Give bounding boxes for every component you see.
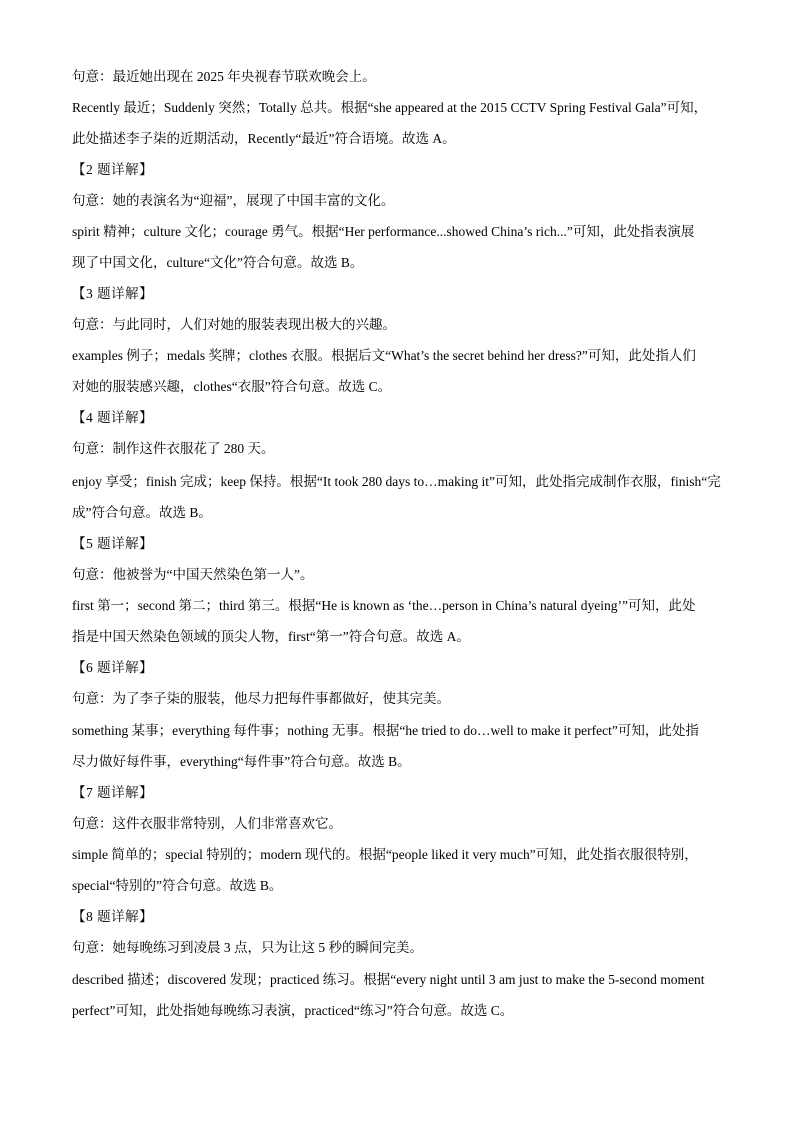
text-line: 句意：制作这件衣服花了 280 天。 [72, 441, 275, 456]
text-line: 对她的服装感兴趣，clothes“衣服”符合句意。故选 C。 [72, 379, 392, 394]
text-line: Recently 最近；Suddenly 突然；Totally 总共。根据“she appeared at the 2015 CCTV Spring Festival Gala”可知， [72, 100, 708, 115]
section-heading: 【5 题详解】 [72, 536, 154, 551]
text-line: spirit 精神；culture 文化；courage 勇气。根据“Her performance...showed China’s rich...”可知，此处指表演展 [72, 224, 695, 239]
text-line: 句意：最近她出现在 2025 年央视春节联欢晚会上。 [72, 69, 376, 84]
text-line: 句意：他被誉为“中国天然染色第一人”。 [72, 567, 314, 582]
text-line: 句意：为了李子柒的服装，他尽力把每件事都做好，使其完美。 [72, 691, 450, 706]
text-line: examples 例子；medals 奖牌；clothes 衣服。根据后文“What’s the secret behind her dress?”可知，此处指人们 [72, 348, 696, 363]
text-line: enjoy 享受；finish 完成；keep 保持。根据“It took 280 days to…making it”可知，此处指完成制作衣服，finish“完 [72, 474, 721, 489]
text-line: 尽力做好每件事，everything“每件事”符合句意。故选 B。 [72, 754, 411, 769]
text-line: 成”符合句意。故选 B。 [72, 505, 212, 520]
text-line: described 描述；discovered 发现；practiced 练习。根据“every night until 3 am just to make the 5-second moment [72, 972, 705, 987]
text-line: 句意：她每晚练习到凌晨 3 点，只为让这 5 秒的瞬间完美。 [72, 940, 423, 955]
text-line: 句意：她的表演名为“迎福”，展现了中国丰富的文化。 [72, 193, 395, 208]
text-line: 句意：与此同时，人们对她的服装表现出极大的兴趣。 [72, 317, 396, 332]
section-heading: 【7 题详解】 [72, 785, 154, 800]
text-line: perfect”可知，此处指她每晚练习表演，practiced“练习”符合句意。故选 C。 [72, 1003, 514, 1018]
section-heading: 【4 题详解】 [72, 410, 154, 425]
section-heading: 【6 题详解】 [72, 660, 154, 675]
section-heading: 【8 题详解】 [72, 909, 154, 924]
section-heading: 【2 题详解】 [72, 162, 154, 177]
text-line: 此处描述李子柒的近期活动，Recently“最近”符合语境。故选 A。 [72, 131, 456, 146]
text-line: 句意：这件衣服非常特别，人们非常喜欢它。 [72, 816, 342, 831]
text-line: special“特别的”符合句意。故选 B。 [72, 878, 283, 893]
text-line: something 某事；everything 每件事；nothing 无事。根据“he tried to do…well to make it perfect”可知，此处指 [72, 723, 699, 738]
text-line: 现了中国文化，culture“文化”符合句意。故选 B。 [72, 255, 364, 270]
section-heading: 【3 题详解】 [72, 286, 154, 301]
text-line: first 第一；second 第二；third 第三。根据“He is known as ‘the…person in China’s natural dyeing’”可知，此处 [72, 598, 696, 613]
text-line: 指是中国天然染色领域的顶尖人物，first“第一”符合句意。故选 A。 [72, 629, 470, 644]
text-line: simple 简单的；special 特别的；modern 现代的。根据“people liked it very much”可知，此处指衣服很特别， [72, 847, 698, 862]
